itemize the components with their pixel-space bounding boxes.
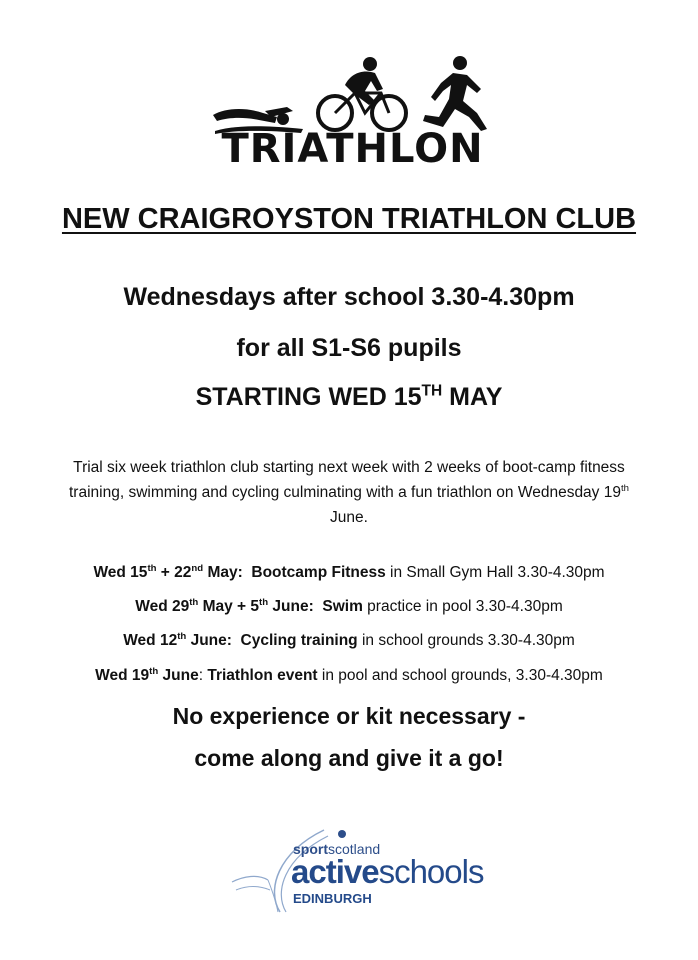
session-1 xyxy=(0,564,698,582)
triathlon-pictogram xyxy=(205,55,500,135)
triathlon-logo xyxy=(205,55,500,175)
session-date-sup: th xyxy=(149,665,159,677)
session-4 xyxy=(0,667,698,685)
intro-text: Trial six week triathlon club starting next week with 2 weeks of boot-camp fitness training, swimming and cycling culminating with a fun triathlon on Wednesday 19 xyxy=(69,459,625,501)
session-3 xyxy=(0,632,698,650)
session-date-sup: th xyxy=(147,562,157,574)
session-date: Wed 19 xyxy=(95,667,150,684)
start-date-line xyxy=(0,383,698,412)
session-date-sup: th xyxy=(177,630,187,642)
session-date: Wed 15 xyxy=(93,564,148,581)
session-details: in school grounds 3.30-4.30pm xyxy=(357,632,575,649)
session-date: June xyxy=(158,667,199,684)
closing-line-2: come along and give it a go! xyxy=(194,745,504,771)
schedule-line-2: for all S1-S6 pupils xyxy=(236,334,462,362)
sport-text: sport xyxy=(293,841,328,857)
start-date-sup: TH xyxy=(421,382,443,400)
session-date-sup: th xyxy=(189,596,199,608)
session-activity: Cycling training xyxy=(240,632,358,649)
club-title: NEW CRAIGROYSTON TRIATHLON CLUB xyxy=(61,203,637,235)
intro-paragraph xyxy=(60,455,638,530)
active-text: active xyxy=(291,853,379,890)
session-date-sup: th xyxy=(259,596,269,608)
intro-end: June. xyxy=(330,509,368,526)
session-date: Wed 12 xyxy=(123,632,178,649)
active-schools-logo xyxy=(228,820,498,920)
session-date: June xyxy=(268,598,309,615)
closing-line-1: No experience or kit necessary - xyxy=(172,703,526,729)
start-date-post: MAY xyxy=(442,383,503,411)
runner-icon xyxy=(423,56,487,131)
session-details: in Small Gym Hall 3.30-4.30pm xyxy=(385,564,605,581)
scotland-text: scotland xyxy=(328,841,381,857)
edinburgh-text: EDINBURGH xyxy=(293,891,372,906)
schedule-line-1: Wednesdays after school 3.30-4.30pm xyxy=(123,283,575,311)
session-activity: Bootcamp Fitness xyxy=(251,564,386,581)
intro-sup: th xyxy=(620,482,629,494)
session-colon: : xyxy=(237,564,252,581)
session-date: May + 5 xyxy=(198,598,260,615)
session-colon: : xyxy=(308,598,323,615)
session-details: in pool and school grounds, 3.30-4.30pm xyxy=(317,667,603,684)
session-activity: Swim xyxy=(322,598,363,615)
session-date: + 22 xyxy=(156,564,192,581)
session-activity: Triathlon event xyxy=(207,667,318,684)
session-details: practice in pool 3.30-4.30pm xyxy=(362,598,563,615)
session-colon: : xyxy=(226,632,241,649)
activeschools-wordmark xyxy=(291,853,483,891)
cyclist-icon xyxy=(318,57,406,130)
session-date: June xyxy=(186,632,227,649)
session-date: Wed 29 xyxy=(135,598,190,615)
schools-text: schools xyxy=(378,853,484,890)
session-colon: : xyxy=(198,667,208,684)
start-date-pre: STARTING WED 15 xyxy=(195,383,422,411)
session-2 xyxy=(0,598,698,616)
session-date-sup: nd xyxy=(191,562,204,574)
logo-wordmark: TRIATHLON xyxy=(221,126,484,172)
session-date: May xyxy=(203,564,238,581)
